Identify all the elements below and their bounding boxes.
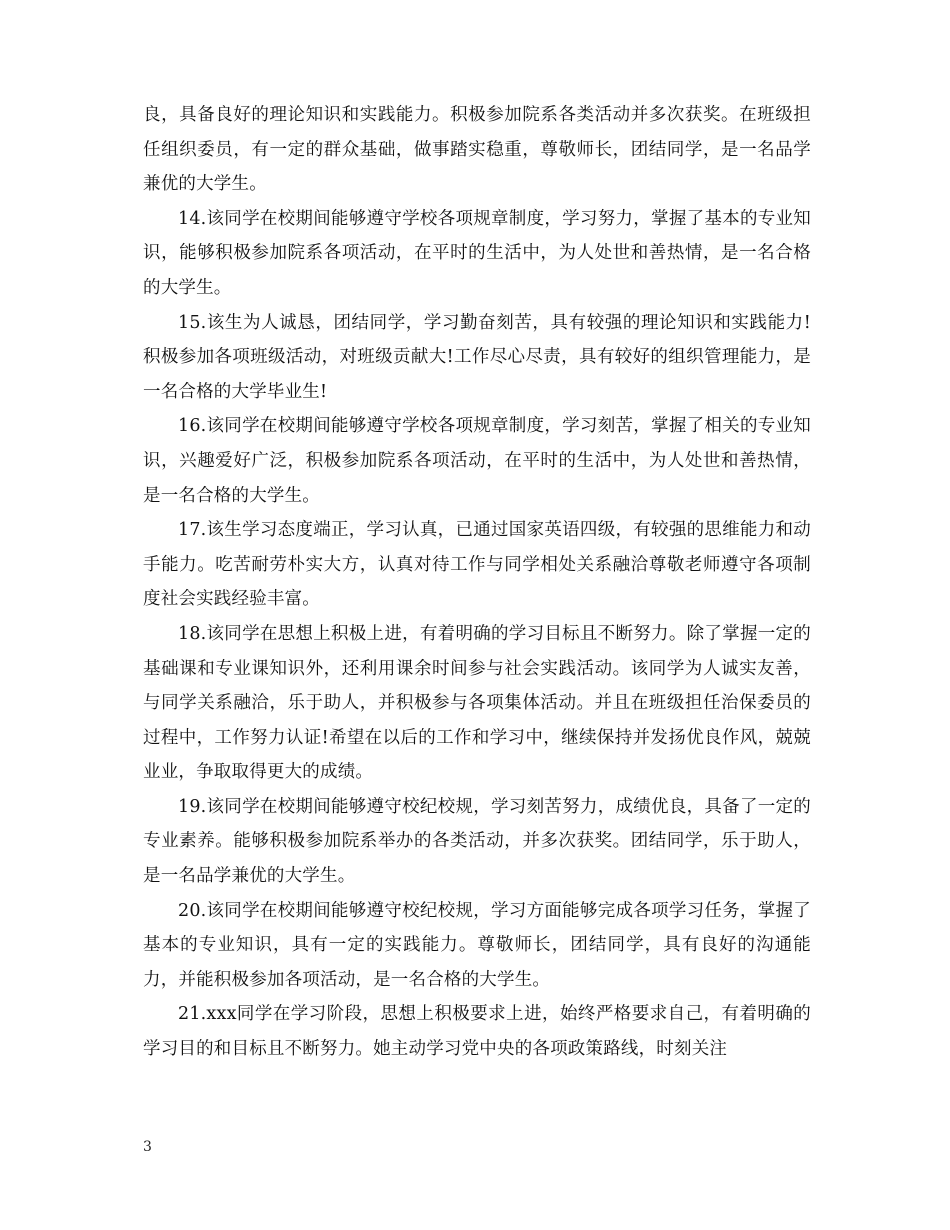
paragraph-item-20: 20.该同学在校期间能够遵守校纪校规，学习方面能够完成各项学习任务，掌握了基本的专业知识，具有一定的实践能力。尊敬师长，团结同学，具有良好的沟通能力，并能积极参加各项活动，是一名合格的大学生。 [143,900,811,990]
paragraph-item-15: 15.该生为人诚恳，团结同学，学习勤奋刻苦，具有较强的理论知识和实践能力!积极参加各项班级活动，对班级贡献大!工作尽心尽责，具有较好的组织管理能力，是一名合格的大学毕业生! [143,312,811,402]
paragraph-item-17: 17.该生学习态度端正，学习认真，已通过国家英语四级，有较强的思维能力和动手能力。吃苦耐劳朴实大方，认真对待工作与同学相处关系融洽尊敬老师遵守各项制度社会实践经验丰富。 [143,520,811,610]
paragraph-item-16: 16.该同学在校期间能够遵守学校各项规章制度，学习刻苦，掌握了相关的专业知识，兴趣爱好广泛，积极参加院系各项活动，在平时的生活中，为人处世和善热情，是一名合格的大学生。 [143,416,811,506]
document-body [143,98,811,1067]
paragraph-item-18: 18.该同学在思想上积极上进，有着明确的学习目标且不断努力。除了掌握一定的基础课和专业课知识外，还利用课余时间参与社会实践活动。该同学为人诚实友善，与同学关系融洽，乐于助人，并积极参与各项集体活动。并且在班级担任治保委员的过程中，工作努力认证!希望在以后的工作和学习中，继续保持并发扬优良作风，兢兢业业，争取取得更大的成绩。 [143,623,811,783]
paragraph-item-21: 21.xxx同学在学习阶段，思想上积极要求上进，始终严格要求自己，有着明确的学习目的和目标且不断努力。她主动学习党中央的各项政策路线，时刻关注 [143,1004,811,1060]
page-number: 3 [143,1139,152,1155]
paragraph-continuation: 良，具备良好的理论知识和实践能力。积极参加院系各类活动并多次获奖。在班级担任组织委员，有一定的群众基础，做事踏实稳重，尊敬师长，团结同学，是一名品学兼优的大学生。 [143,105,811,195]
paragraph-item-19: 19.该同学在校期间能够遵守校纪校规，学习刻苦努力，成绩优良，具备了一定的专业素养。能够积极参加院系举办的各类活动，并多次获奖。团结同学，乐于助人，是一名品学兼优的大学生。 [143,796,811,887]
paragraph-item-14: 14.该同学在校期间能够遵守学校各项规章制度，学习努力，掌握了基本的专业知识，能够积极参加院系各项活动，在平时的生活中，为人处世和善热情，是一名合格的大学生。 [143,208,811,298]
